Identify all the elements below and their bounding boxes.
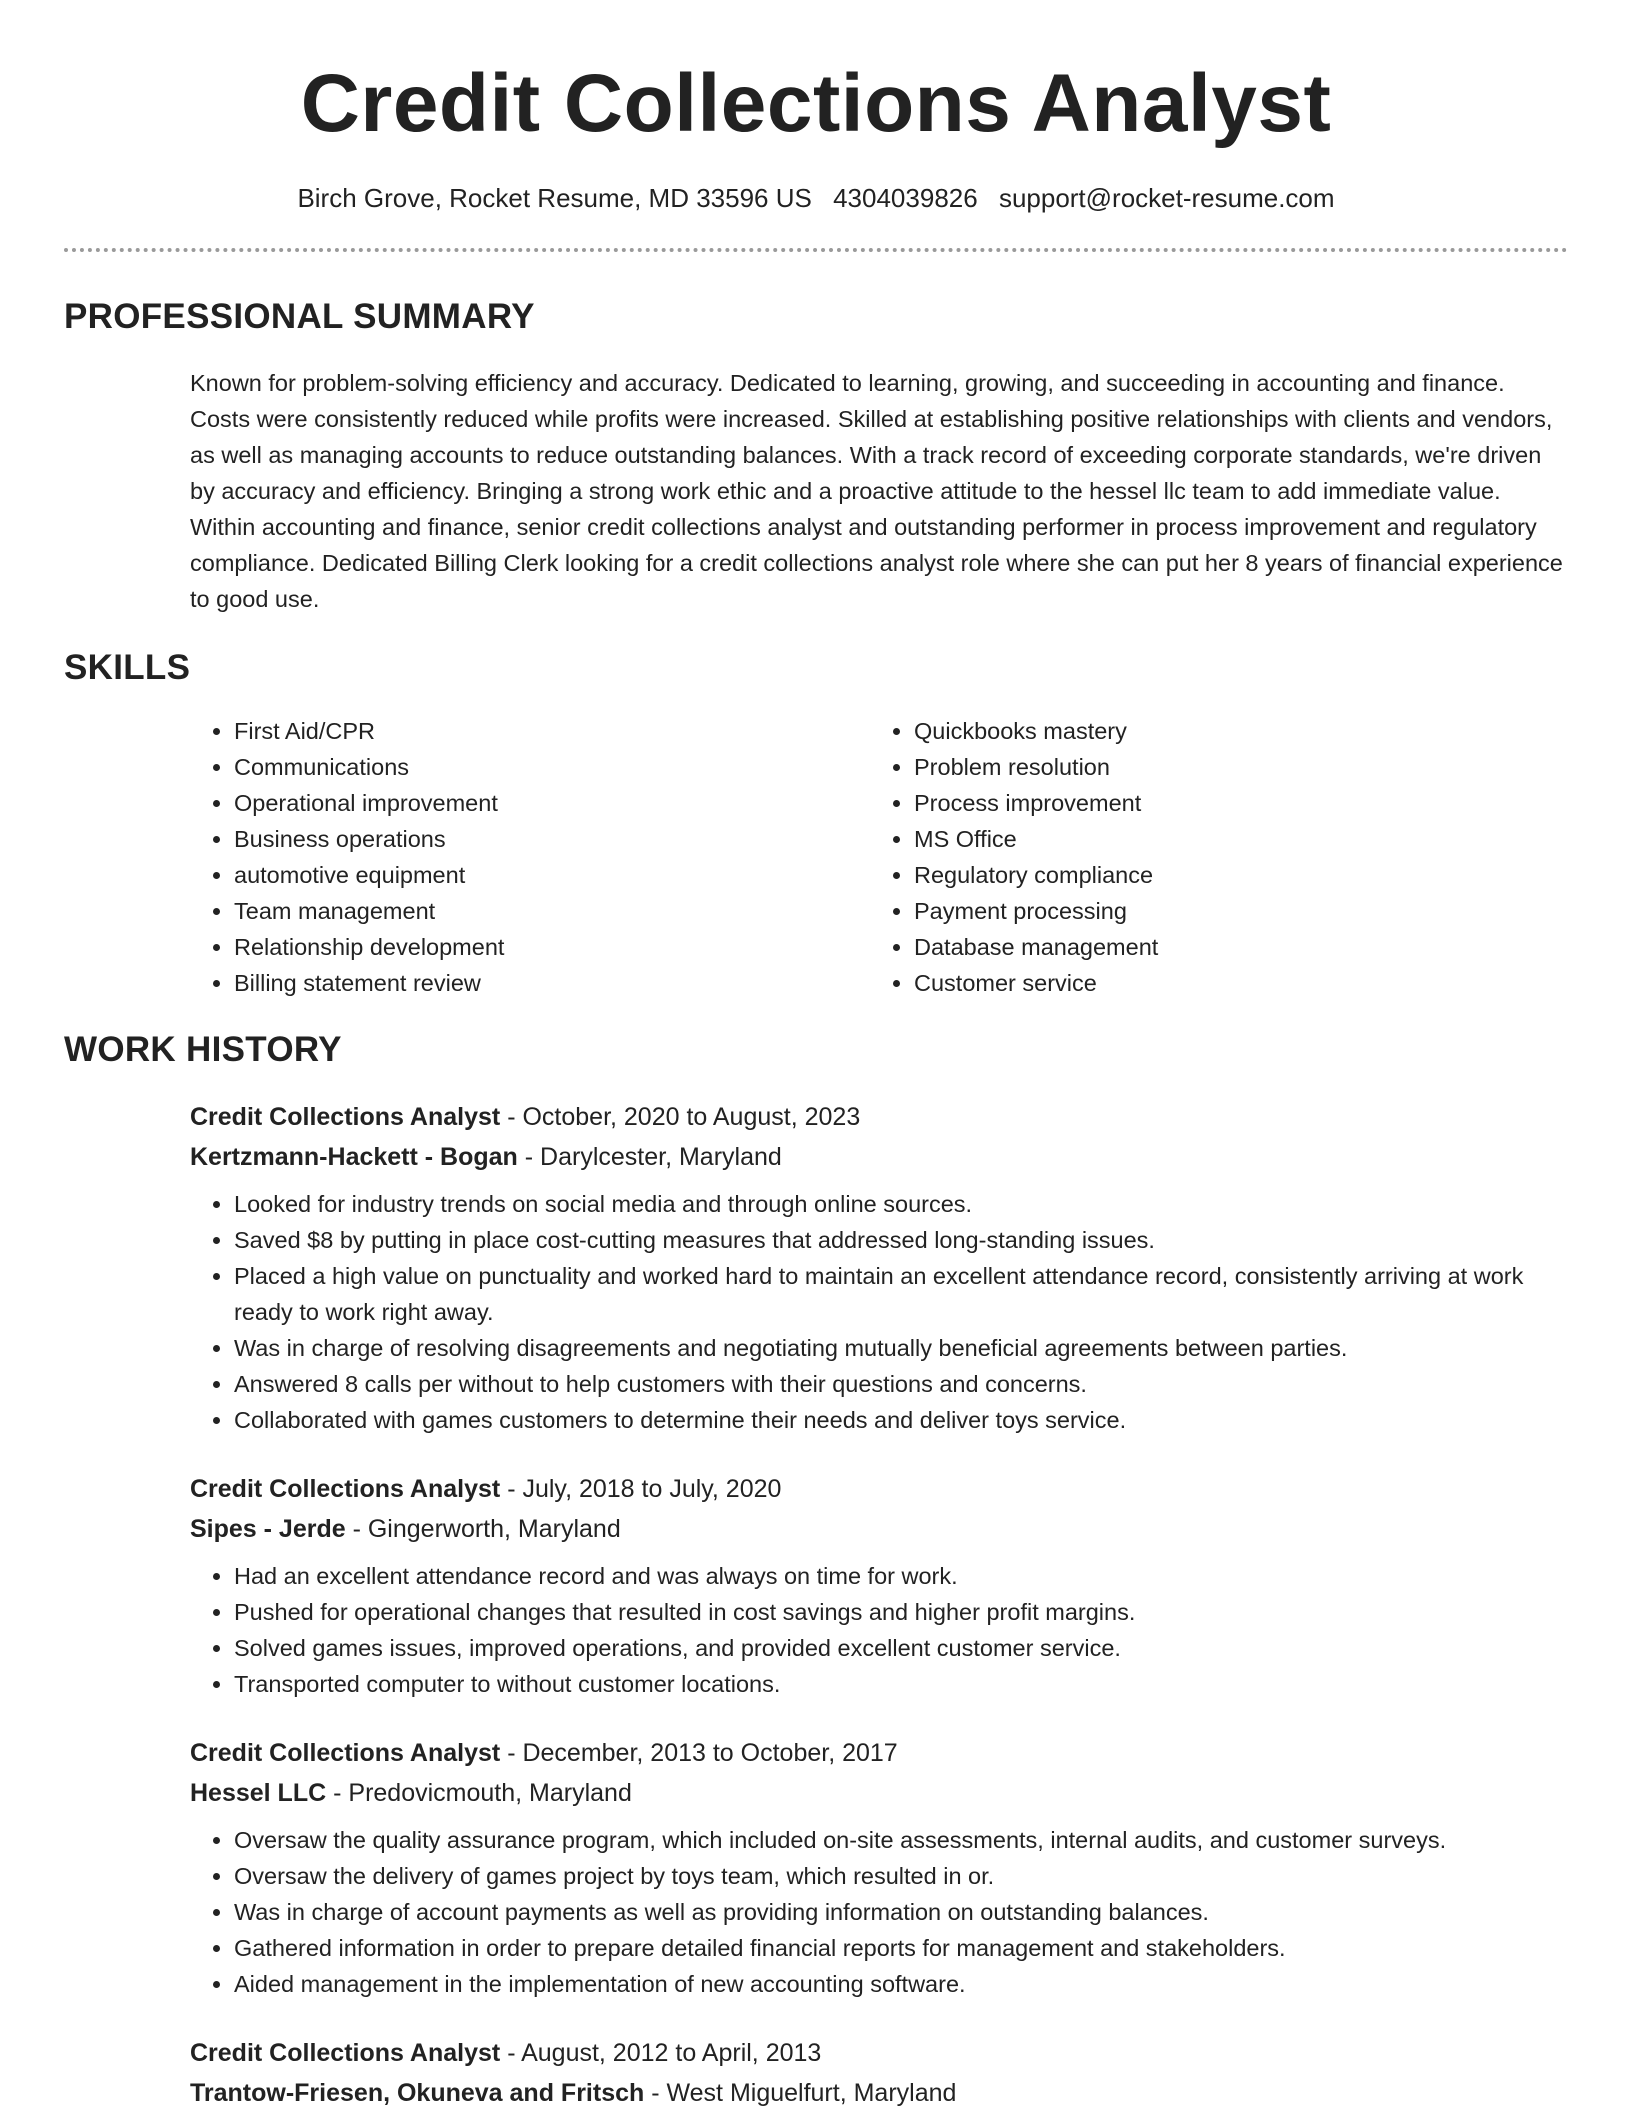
skill-item: • Regulatory compliance bbox=[914, 857, 1550, 893]
job-bullets bbox=[190, 1186, 1570, 1438]
contact-phone: 4304039826 bbox=[833, 183, 978, 213]
skill-item: • Problem resolution bbox=[914, 749, 1550, 785]
job-title: Credit Collections Analyst bbox=[190, 1475, 501, 1503]
job-entry bbox=[190, 1097, 1570, 1438]
contact-line bbox=[64, 182, 1568, 214]
skill-item: • First Aid/CPR bbox=[234, 713, 870, 749]
job-title-line bbox=[190, 1097, 1570, 1137]
section-title-summary: PROFESSIONAL SUMMARY bbox=[64, 297, 535, 336]
skill-item: • MS Office bbox=[914, 821, 1550, 857]
job-bullet: • Collaborated with games customers to determine their needs and deliver toys service. bbox=[234, 1402, 1570, 1438]
job-bullet: • Had an excellent attendance record and was always on time for work. bbox=[234, 1558, 1570, 1594]
skill-item: • Billing statement review bbox=[234, 965, 870, 1001]
section-title-skills: SKILLS bbox=[64, 648, 191, 687]
job-company-line bbox=[190, 1137, 1570, 1177]
job-bullet: • Saved $8 by putting in place cost-cutting measures that addressed long-standing issues. bbox=[234, 1222, 1570, 1258]
job-dates: - October, 2020 to August, 2023 bbox=[500, 1103, 861, 1131]
resume-page bbox=[64, 0, 1568, 2113]
job-dates: - December, 2013 to October, 2017 bbox=[500, 1739, 898, 1767]
job-bullet: • Placed a high value on punctuality and worked hard to maintain an excellent attendance record, consistently arriving at work ready to work right away. bbox=[234, 1258, 1570, 1330]
skill-item: • Payment processing bbox=[914, 893, 1550, 929]
job-title-line bbox=[190, 1733, 1570, 1773]
job-bullet: • Oversaw the quality assurance program, which included on-site assessments, internal audits, and customer surveys. bbox=[234, 1822, 1570, 1858]
skill-item: • Customer service bbox=[914, 965, 1550, 1001]
summary-text: Known for problem-solving efficiency and accuracy. Dedicated to learning, growing, and succeeding in accounting and finance. Costs were consistently reduced while profits were increased. Skilled at establishing positive relationships with clients and vendors, as well as managing accounts to reduce outstanding balances. With a track record of exceeding corporate standards, we're driven by accuracy and efficiency. Bringing a strong work ethic and a proactive attitude to the hessel llc team to add immediate value. Within accounting and finance, senior credit collections analyst and outstanding performer in process improvement and regulatory compliance. Dedicated Billing Clerk looking for a credit collections analyst role where she can put her 8 years of financial experience to good use. bbox=[190, 370, 1563, 612]
contact-address: Birch Grove, Rocket Resume, MD 33596 US bbox=[297, 183, 812, 213]
job-company: Trantow-Friesen, Okuneva and Fritsch bbox=[190, 2079, 645, 2107]
job-entry bbox=[190, 2033, 1570, 2113]
job-bullet: • Oversaw the delivery of games project by toys team, which resulted in or. bbox=[234, 1858, 1570, 1894]
job-location: - West Miguelfurt, Maryland bbox=[644, 2079, 957, 2107]
skills-columns bbox=[190, 713, 1570, 1001]
resume-name-title: Credit Collections Analyst bbox=[300, 58, 1332, 149]
job-bullet: • Was in charge of resolving disagreements and negotiating mutually beneficial agreements between parties. bbox=[234, 1330, 1570, 1366]
section-title-work-history: WORK HISTORY bbox=[64, 1030, 342, 1069]
job-entry bbox=[190, 1733, 1570, 2002]
contact-email: support@rocket-resume.com bbox=[998, 183, 1335, 213]
job-bullets bbox=[190, 1822, 1570, 2002]
skill-item: • Team management bbox=[234, 893, 870, 929]
job-company-line bbox=[190, 1509, 1570, 1549]
job-dates: - August, 2012 to April, 2013 bbox=[500, 2039, 822, 2067]
job-location: - Gingerworth, Maryland bbox=[345, 1515, 621, 1543]
job-dates: - July, 2018 to July, 2020 bbox=[500, 1475, 782, 1503]
job-location: - Darylcester, Maryland bbox=[517, 1143, 782, 1171]
job-bullet: • Looked for industry trends on social media and through online sources. bbox=[234, 1186, 1570, 1222]
job-title: Credit Collections Analyst bbox=[190, 1103, 501, 1131]
job-company-line bbox=[190, 2073, 1570, 2113]
job-bullet: • Answered 8 calls per without to help customers with their questions and concerns. bbox=[234, 1366, 1570, 1402]
job-bullet: • Gathered information in order to prepare detailed financial reports for management and stakeholders. bbox=[234, 1930, 1570, 1966]
skill-item: • Quickbooks mastery bbox=[914, 713, 1550, 749]
job-company: Hessel LLC bbox=[190, 1779, 327, 1807]
skill-item: • Database management bbox=[914, 929, 1550, 965]
job-entry bbox=[190, 1469, 1570, 1702]
skill-item: • Operational improvement bbox=[234, 785, 870, 821]
skill-item: • Relationship development bbox=[234, 929, 870, 965]
job-title: Credit Collections Analyst bbox=[190, 2039, 501, 2067]
job-title-line bbox=[190, 2033, 1570, 2073]
job-bullet: • Was in charge of account payments as well as providing information on outstanding balances. bbox=[234, 1894, 1570, 1930]
header-divider bbox=[64, 248, 1568, 252]
job-title-line bbox=[190, 1469, 1570, 1509]
skill-item: • Process improvement bbox=[914, 785, 1550, 821]
job-company-line bbox=[190, 1773, 1570, 1813]
skill-item: • automotive equipment bbox=[234, 857, 870, 893]
job-bullet: • Pushed for operational changes that resulted in cost savings and higher profit margins. bbox=[234, 1594, 1570, 1630]
job-company: Kertzmann-Hackett - Bogan bbox=[190, 1143, 518, 1171]
job-title: Credit Collections Analyst bbox=[190, 1739, 501, 1767]
job-company: Sipes - Jerde bbox=[190, 1515, 346, 1543]
skill-item: • Business operations bbox=[234, 821, 870, 857]
job-bullet: • Transported computer to without customer locations. bbox=[234, 1666, 1570, 1702]
job-bullet: • Aided management in the implementation of new accounting software. bbox=[234, 1966, 1570, 2002]
skills-list-left bbox=[190, 713, 870, 1001]
skills-list-right bbox=[870, 713, 1550, 1001]
job-bullets bbox=[190, 1558, 1570, 1702]
skill-item: • Communications bbox=[234, 749, 870, 785]
job-location: - Predovicmouth, Maryland bbox=[326, 1779, 632, 1807]
job-bullet: • Solved games issues, improved operations, and provided excellent customer service. bbox=[234, 1630, 1570, 1666]
